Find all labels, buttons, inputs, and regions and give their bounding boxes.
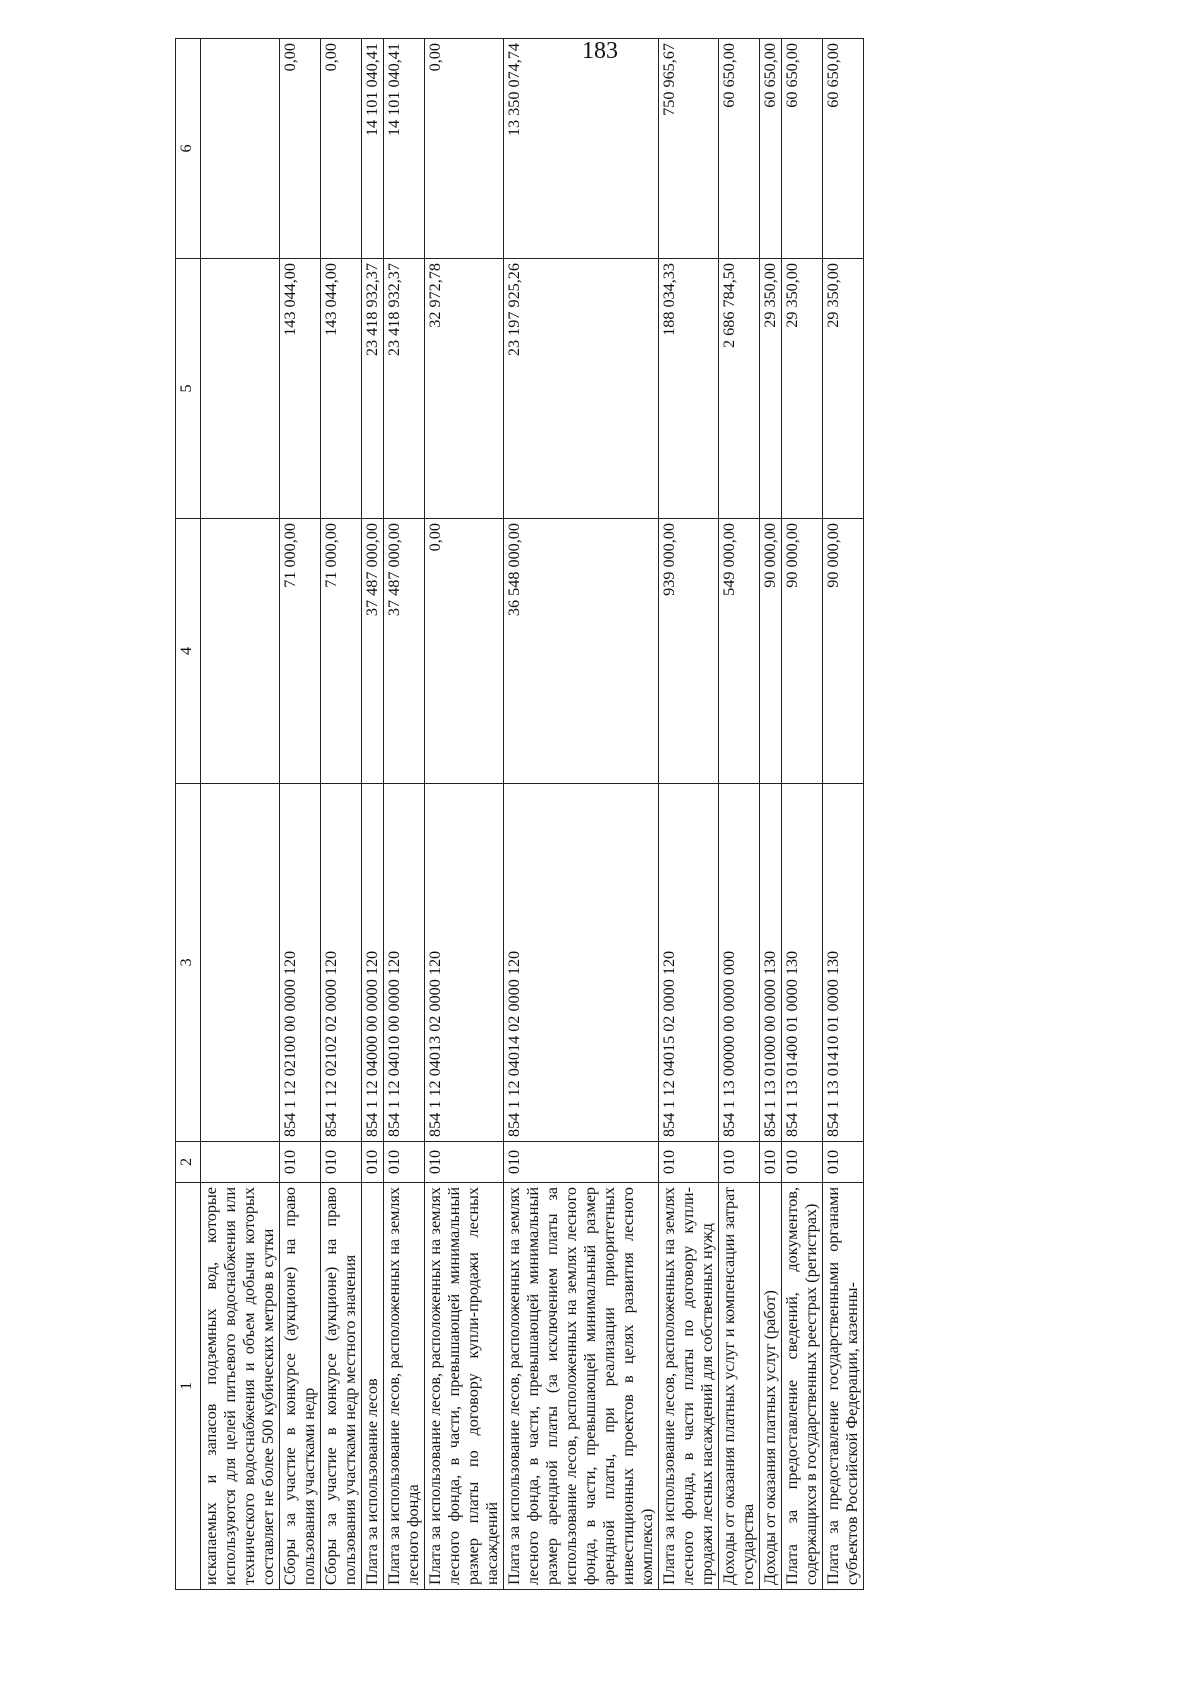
row-line-code: 010: [659, 1142, 719, 1183]
table-row: [280, 39, 321, 1590]
row-col6-value: 60 650,00: [719, 39, 760, 259]
row-col4-value: 71 000,00: [321, 519, 362, 784]
row-col4-value: 36 548 000,00: [504, 519, 659, 784]
row-line-code: 010: [425, 1142, 504, 1183]
row-col5-value: [201, 259, 280, 519]
row-col4-value: 71 000,00: [280, 519, 321, 784]
row-line-code: 010: [321, 1142, 362, 1183]
row-col4-value: 0,00: [425, 519, 504, 784]
row-col6-value: 13 350 074,74: [504, 39, 659, 259]
row-budget-code: 854 1 13 00000 00 0000 000: [719, 784, 760, 1142]
row-col5-value: 29 350,00: [823, 259, 864, 519]
row-budget-code: 854 1 13 01400 01 0000 130: [782, 784, 823, 1142]
table-row: [504, 39, 659, 1590]
revenue-table: [175, 38, 864, 1590]
row-budget-code: 854 1 13 01410 01 0000 130: [823, 784, 864, 1142]
row-name: Сборы за участие в конкурсе (аукционе) на право пользования участками недр: [280, 1183, 321, 1590]
row-line-code: 010: [384, 1142, 425, 1183]
row-col6-value: 14 101 040,41: [362, 39, 384, 259]
column-header-3: 3: [176, 784, 201, 1142]
row-budget-code: 854 1 12 02100 00 0000 120: [280, 784, 321, 1142]
table-row: [362, 39, 384, 1590]
row-col4-value: 549 000,00: [719, 519, 760, 784]
row-name: Плата за предоставление сведений, документов, содержащихся в государственных реестрах (регистрах): [782, 1183, 823, 1590]
row-line-code: 010: [504, 1142, 659, 1183]
row-line-code: [201, 1142, 280, 1183]
row-name: Сборы за участие в конкурсе (аукционе) на право пользования участками недр местного значения: [321, 1183, 362, 1590]
row-budget-code: [201, 784, 280, 1142]
table-row: [659, 39, 719, 1590]
row-col4-value: 37 487 000,00: [384, 519, 425, 784]
row-line-code: 010: [719, 1142, 760, 1183]
row-name: Доходы от оказания платных услуг (работ): [760, 1183, 782, 1590]
row-name: Плата за предоставление государственными органами субъектов Российской Федерации, казенны-: [823, 1183, 864, 1590]
row-line-code: 010: [362, 1142, 384, 1183]
row-line-code: 010: [823, 1142, 864, 1183]
row-col4-value: 90 000,00: [823, 519, 864, 784]
row-name: Доходы от оказания платных услуг и компенсации затрат государства: [719, 1183, 760, 1590]
table-row: [425, 39, 504, 1590]
row-col4-value: 90 000,00: [760, 519, 782, 784]
row-col5-value: 32 972,78: [425, 259, 504, 519]
row-col6-value: [201, 39, 280, 259]
row-budget-code: 854 1 12 04000 00 0000 120: [362, 784, 384, 1142]
row-col5-value: 143 044,00: [280, 259, 321, 519]
table-header-row: [176, 39, 201, 1590]
row-budget-code: 854 1 13 01000 00 0000 130: [760, 784, 782, 1142]
row-col6-value: 60 650,00: [782, 39, 823, 259]
table-row: [384, 39, 425, 1590]
row-name: искапаемых и запасов подземных вод, которые используются для целей питьевого водоснабжения или технического водоснабжения и объем добычи которых составляет не более 500 кубических метров в сутки: [201, 1183, 280, 1590]
row-col6-value: 60 650,00: [760, 39, 782, 259]
row-col5-value: 2 686 784,50: [719, 259, 760, 519]
table-row: [782, 39, 823, 1590]
page-number: 183: [582, 38, 618, 64]
row-line-code: 010: [280, 1142, 321, 1183]
table-row: [760, 39, 782, 1590]
row-col5-value: 143 044,00: [321, 259, 362, 519]
row-col5-value: 29 350,00: [760, 259, 782, 519]
row-budget-code: 854 1 12 04013 02 0000 120: [425, 784, 504, 1142]
row-name: Плата за использование лесов, расположенных на землях лесного фонда, в части платы по договору купли-продажи лесных насаждений для собственных нужд: [659, 1183, 719, 1590]
column-header-4: 4: [176, 519, 201, 784]
row-col5-value: 29 350,00: [782, 259, 823, 519]
row-col4-value: [201, 519, 280, 784]
row-name: Плата за использование лесов: [362, 1183, 384, 1590]
row-col5-value: 188 034,33: [659, 259, 719, 519]
row-col6-value: 0,00: [321, 39, 362, 259]
row-col4-value: 37 487 000,00: [362, 519, 384, 784]
row-col5-value: 23 418 932,37: [384, 259, 425, 519]
table-row: [719, 39, 760, 1590]
column-header-1: 1: [176, 1183, 201, 1590]
row-col6-value: 14 101 040,41: [384, 39, 425, 259]
column-header-2: 2: [176, 1142, 201, 1183]
row-line-code: 010: [782, 1142, 823, 1183]
row-budget-code: 854 1 12 04010 00 0000 120: [384, 784, 425, 1142]
table-row: [201, 39, 280, 1590]
row-line-code: 010: [760, 1142, 782, 1183]
row-col4-value: 90 000,00: [782, 519, 823, 784]
row-name: Плата за использование лесов, расположенных на землях лесного фонда, в части, превышающей минимальный размер платы по договору купли-продажи лесных насаждений: [425, 1183, 504, 1590]
row-name: Плата за использование лесов, расположенных на землях лесного фонда: [384, 1183, 425, 1590]
row-budget-code: 854 1 12 02102 02 0000 120: [321, 784, 362, 1142]
row-name: Плата за использование лесов, расположенных на землях лесного фонда, в части, превышающей минимальный размер арендной платы (за исключением платы за использование лесов, расположенных на землях лесного фонда, в части, превышающей минимальный размер арендной платы, при реализации приоритетных инвестиционных проектов в целях развития лесного комплекса): [504, 1183, 659, 1590]
row-col6-value: 60 650,00: [823, 39, 864, 259]
table-row: [321, 39, 362, 1590]
row-col5-value: 23 197 925,26: [504, 259, 659, 519]
row-budget-code: 854 1 12 04015 02 0000 120: [659, 784, 719, 1142]
column-header-5: 5: [176, 259, 201, 519]
row-col4-value: 939 000,00: [659, 519, 719, 784]
row-col5-value: 23 418 932,37: [362, 259, 384, 519]
column-header-6: 6: [176, 39, 201, 259]
table-row: [823, 39, 864, 1590]
row-col6-value: 750 965,67: [659, 39, 719, 259]
row-col6-value: 0,00: [425, 39, 504, 259]
row-budget-code: 854 1 12 04014 02 0000 120: [504, 784, 659, 1142]
row-col6-value: 0,00: [280, 39, 321, 259]
